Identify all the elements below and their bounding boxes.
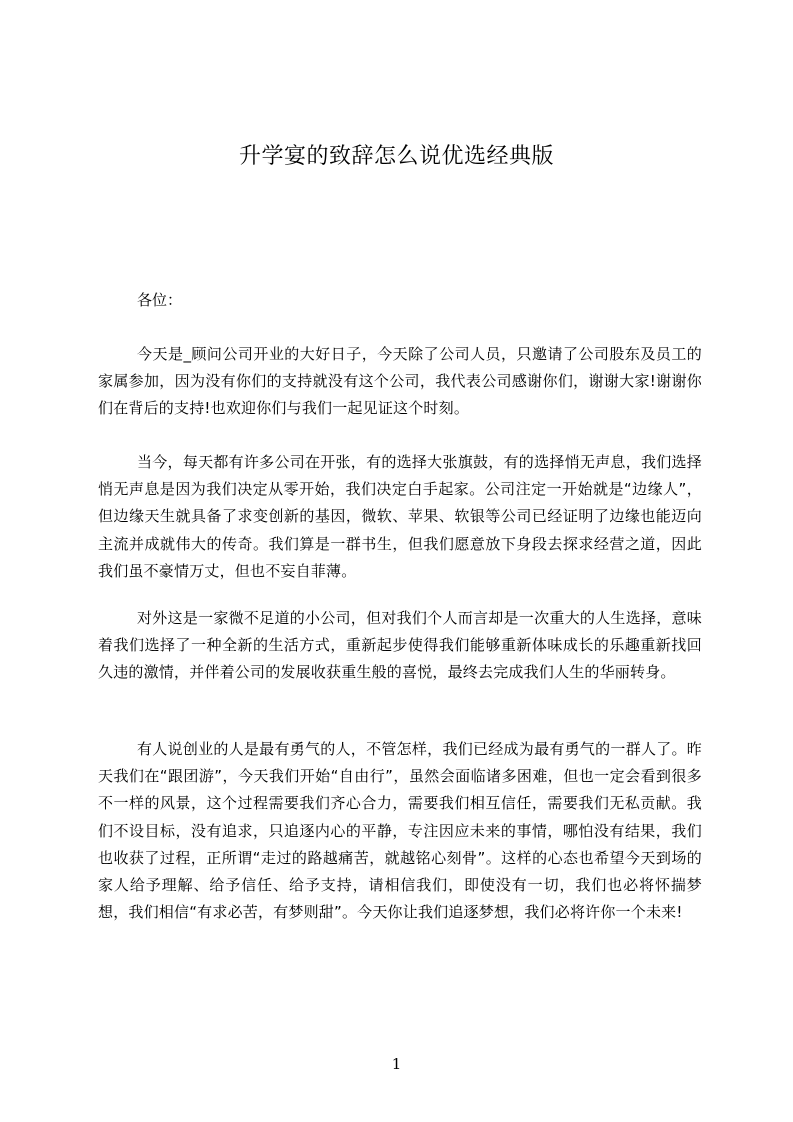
page-number: 1 — [391, 1055, 402, 1073]
document-title: 升学宴的致辞怎么说优选经典版 — [238, 144, 554, 169]
salutation: 各位： — [137, 291, 183, 309]
paragraph-2: 当今，每天都有许多公司在开张，有的选择大张旗鼓，有的选择悄无声息，我们选择悄无声息是因为我们决定从零开始，我们决定白手起家。公司注定一开始就是“边缘人”，但边缘天生就具备了求变创新的基因，微软、苹果、软银等公司已经证明了边缘也能迈向主流并成就伟大的传奇。我们算是一群书生，但我们愿意放下身段去探求经营之道，因此我们虽不豪情万丈，但也不妄自菲薄。 — [98, 453, 702, 580]
paragraph-3: 对外这是一家微不足道的小公司，但对我们个人而言却是一次重大的人生选择，意味着我们选择了一种全新的生活方式，重新起步使得我们能够重新体味成长的乐趣重新找回久违的激情，并伴着公司的发展收获重生般的喜悦，最终去完成我们人生的华丽转身。 — [98, 609, 702, 682]
paragraph-1: 今天是_顾问公司开业的大好日子，今天除了公司人员，只邀请了公司股东及员工的家属参加，因为没有你们的支持就没有这个公司，我代表公司感谢你们，谢谢大家!谢谢你们在背后的支持!也欢迎你们与我们一起见证这个时刻。 — [98, 345, 702, 418]
paragraph-4: 有人说创业的人是最有勇气的人，不管怎样，我们已经成为最有勇气的一群人了。昨天我们在“跟团游”，今天我们开始“自由行”，虽然会面临诸多困难，但也一定会看到很多不一样的风景，这个过程需要我们齐心合力，需要我们相互信任，需要我们无私贡献。我们不设目标，没有追求，只追逐内心的平静，专注因应未来的事情，哪怕没有结果，我们也收获了过程，正所谓“走过的路越痛苦，就越铭心刻骨”。这样的心态也希望今天到场的家人给予理解、给予信任、给予支持，请相信我们，即使没有一切，我们也必将怀揣梦想，我们相信“有求必苦，有梦则甜”。今天你让我们追逐梦想，我们必将许你一个未来! — [98, 740, 702, 922]
